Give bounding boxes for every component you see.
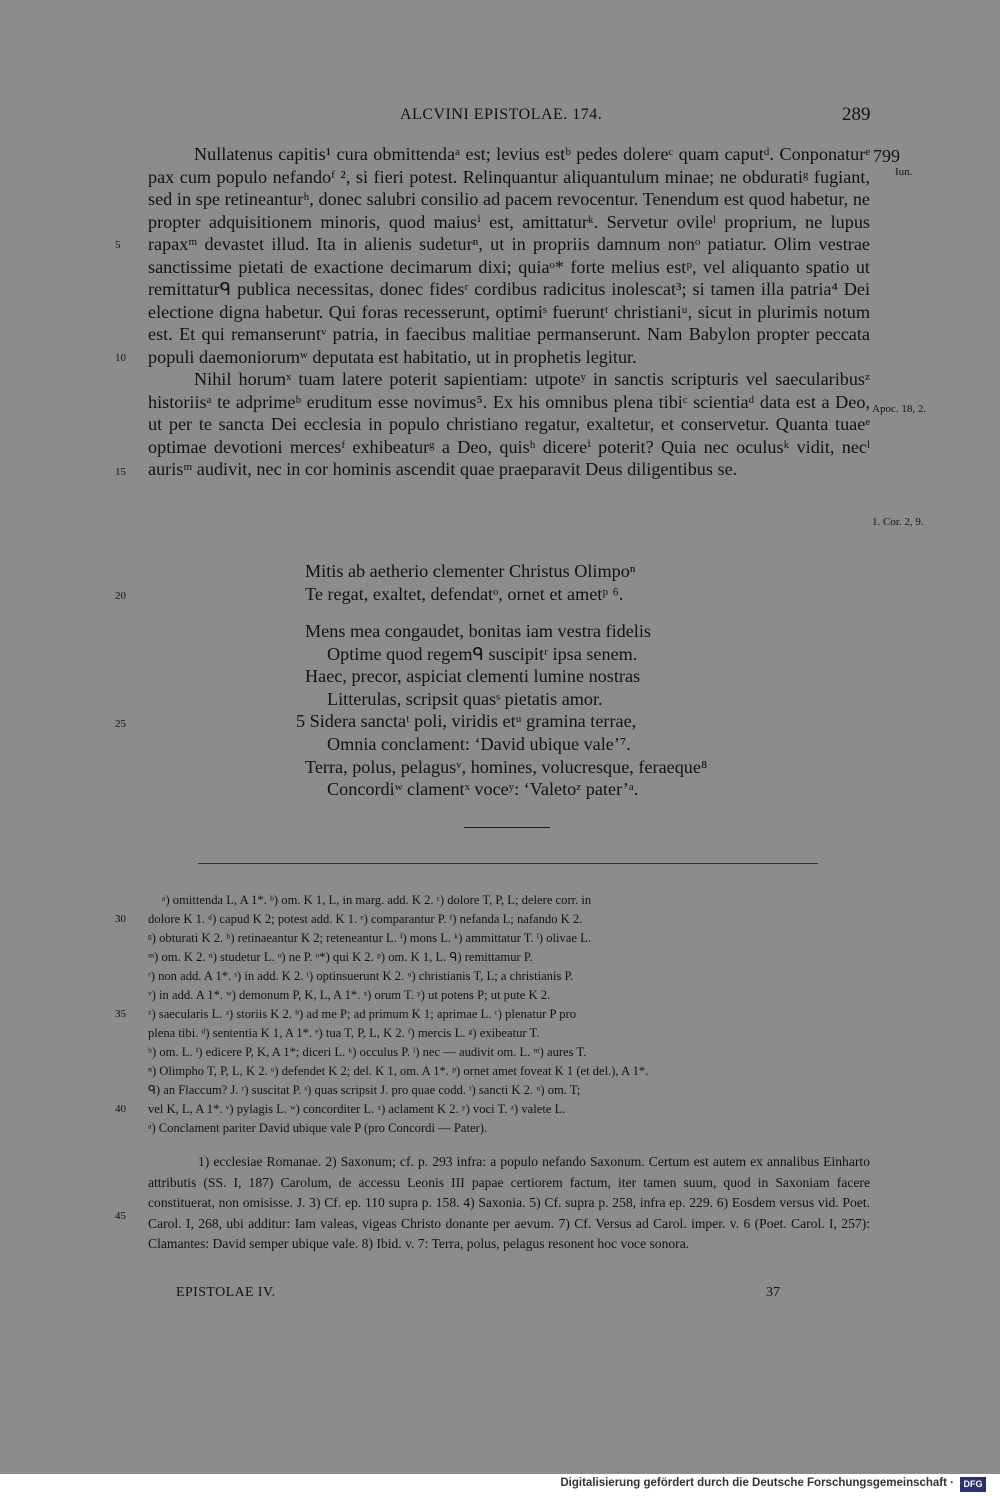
verse-line: Concordiʷ clamentˣ voceʸ: ‘Valetoᶻ pater’ᵃ.: [327, 779, 639, 800]
verse-line: Te regat, exaltet, defendatᵒ, ornet et ametᵖ ⁶.: [305, 583, 624, 604]
apparatus-line: ᵍ) obturati K 2. ʰ) retinaeantur K 2; reteneantur L. ⁱ) mons L. ᵏ) ammittatur T. ˡ) olivae L.: [148, 931, 591, 945]
letter-body: [148, 143, 870, 481]
dfg-logo: DFG: [960, 1477, 986, 1492]
apparatus-line: ʳ) non add. A 1*. ˢ) in add. K 2. ᵗ) optinsuerunt K 2. ᵘ) christianis T, L; a christianis P.: [148, 969, 574, 983]
verse-line: Haec, precor, aspiciat clementi lumine nostras: [305, 666, 641, 687]
verse-poem: [296, 620, 708, 801]
verse-line: Mens mea congaudet, bonitas iam vestra fidelis: [305, 621, 651, 641]
critical-apparatus: [148, 891, 870, 1138]
line-number: 15: [115, 466, 126, 478]
line-number: 40: [115, 1103, 126, 1115]
verse-line: Litterulas, scripsit quasˢ pietatis amor.: [327, 688, 603, 709]
line-number: 45: [115, 1210, 126, 1222]
apparatus-line: dolore K 1. ᵈ) capud K 2; potest add. K 1. ᵉ) comparantur P. ᶠ) nefanda L; nafando K 2.: [148, 912, 583, 926]
end-of-letter-rule: [464, 827, 550, 828]
verse-line: Mitis ab aetherio clementer Christus Olimpoⁿ: [305, 561, 636, 581]
margin-year: 799: [873, 146, 900, 166]
verse-line: Omnia conclament: ‘David ubique vale’⁷.: [327, 733, 631, 754]
margin-ref-cor: 1. Cor. 2, 9.: [872, 516, 924, 528]
footnote-text: 1) ecclesiae Romanae. 2) Saxonum; cf. p. 293 infra: a populo nefando Saxonum. Certum est autem ex annalibus Einharto attributis (SS. I, 187) Carolum, de accessu Leonis III papae certiorem factum, iter tamen suum, quod in Saxoniam facere constituerat, non omisisse. J. 3) Cf. ep. 110 supra p. 158. 4) Saxonia. 5) Cf. supra p. 258, infra ep. 229. 6) Eosdem versus vid. Poet. Carol. I, 268, ubi additur: Iam valeas, vigeas Christo donante per aevum. 7) Cf. Versus ad Carol. imper. v. 6 (Poet. Carol. I, 257): Clamantes: David semper ubique vale. 8) Ibid. v. 7: Terra, polus, pelagus resonent hoc voce sonora.: [148, 1154, 870, 1252]
paragraph: Nullatenus capitis¹ cura obmittendaᵃ est; levius estᵇ pedes dolereᶜ quam caputᵈ. Conponaturᵉ pax cum populo nefandoᶠ ², si fieri potest. Relinquantur aliquantulum minae; ne obduratiᵍ fugiant, sed in spe retineanturʰ, donec salubri consilio ad pacem revocentur. Tenendum est quod habetur, ne propter adquisitionem minoris, quod maiusⁱ est, amittaturᵏ. Servetur ovileˡ proprium, ne lupus rapaxᵐ devastet illud. Ita in alienis sudeturⁿ, ut in propriis damnum nonᵒ patiatur. Olim vestrae sanctissime pietati de exactione decimarum dixi; quiaᵒ* forte melius estᵖ, vel aliquanto spatio ut remittaturᑫ publica necessitas, donec fidesʳ cordibus radicitus inolescat³; si tamen illa patria⁴ Dei electione digna habetur. Qui foras recesserunt, optimiˢ fueruntᵗ christianiᵘ, sicut in plurimis notum est. Et qui remanseruntᵛ patria, in faecibus malitiae permanserunt. Nam Babylon propter peccata populi daemoniorumʷ deputata est habitatio, ut in prophetis legitur.: [148, 144, 870, 367]
page-number: 289: [842, 104, 871, 125]
line-number: 25: [115, 718, 126, 730]
apparatus-separator: [198, 863, 818, 864]
verse-line: Optime quod regemᑫ suscipitʳ ipsa senem.: [327, 643, 638, 664]
verse-distich: [305, 560, 636, 605]
apparatus-line: vel K, L, A 1*. ᵛ) pylagis L. ʷ) concorditer L. ˣ) aclament K 2. ʸ) voci T. ᶻ) valete L.: [148, 1102, 566, 1116]
apparatus-line: ᵛ) in add. A 1*. ʷ) demonum P, K, L, A 1*. ˣ) orum T. ʸ) ut potens P; ut pute K 2.: [148, 988, 551, 1002]
apparatus-line: ʰ) om. L. ⁱ) edicere P, K, A 1*; diceri L. ᵏ) occulus P. ˡ) nec — audivit om. L. ᵐ) aures T.: [148, 1045, 587, 1059]
verse-line: Terra, polus, pelagusᵛ, homines, volucresque, feraeque⁸: [305, 756, 708, 777]
line-number: 20: [115, 590, 126, 602]
margin-ref-apoc: Apoc. 18, 2.: [872, 403, 927, 415]
line-number: 5: [115, 239, 121, 251]
dfg-credit-bar: [0, 1474, 1000, 1496]
apparatus-line: ᶻ) saecularis L. ᵃ) storiis K 2. ᵇ) ad me P; ad primum K 1; aprimae L. ᶜ) plenatur P pro: [148, 1007, 576, 1021]
margin-month: Iun.: [895, 166, 913, 178]
explanatory-footnotes: [148, 1152, 870, 1255]
line-number: 10: [115, 352, 126, 364]
line-number: 35: [115, 1008, 126, 1020]
signature-number: 37: [766, 1285, 780, 1300]
apparatus-line: ᑫ) an Flaccum? J. ʳ) suscitat P. ˢ) quas scripsit J. pro quae codd. ᵗ) sancti K 2. ᵘ) om. T;: [148, 1083, 581, 1097]
line-number: 30: [115, 913, 126, 925]
signature-mark: EPISTOLAE IV.: [176, 1285, 276, 1300]
apparatus-line: ᵃ) Conclament pariter David ubique vale P (pro Concordi — Pater).: [148, 1121, 488, 1135]
paragraph: Nihil horumˣ tuam latere poterit sapientiam: utpoteʸ in sanctis scripturis vel saecularibusᶻ historiisᵃ te adprimeᵇ eruditum esse novimus⁵. Ex his omnibus plena tibiᶜ scientiaᵈ data est a Deo, ut per te sancta Dei ecclesia in populo christiano regatur, exaltetur, et conservetur. Quanta tuaeᵉ optimae devotioni mercesᶠ exhibeaturᵍ a Deo, quisʰ dicereⁱ poterit? Quia nec oculusᵏ vidit, necˡ aurisᵐ audivit, nec in cor hominis ascendit quae praeparavit Deus diligentibus se.: [148, 369, 870, 479]
verse-line: 5 Sidera sanctaᵗ poli, viridis etᵘ gramina terrae,: [296, 711, 637, 732]
dfg-credit-text: Digitalisierung gefördert durch die Deutsche Forschungsgemeinschaft ·: [560, 1477, 954, 1489]
apparatus-line: ᵐ) om. K 2. ⁿ) studetur L. ᵒ) ne P. ᵒ*) qui K 2. ᵖ) om. K 1, L. ᑫ) remittamur P.: [148, 950, 533, 964]
apparatus-line: ⁿ) Olimpho T, P, L, K 2. ᵒ) defendet K 2; del. K 1, om. A 1*. ᵖ) ornet amet foveat K 1 (et del.), A 1*.: [148, 1064, 649, 1078]
running-title: ALCVINI EPISTOLAE. 174.: [400, 106, 603, 123]
apparatus-line: plena tibi. ᵈ) sententia K 1, A 1*. ᵉ) tua T, P, L, K 2. ᶠ) mercis L. ᵍ) exibeatur T.: [148, 1026, 540, 1040]
apparatus-line: ᵃ) omittenda L, A 1*. ᵇ) om. K 1, L, in marg. add. K 2. ᶜ) dolore T, P, L; delere corr. in: [162, 893, 592, 907]
